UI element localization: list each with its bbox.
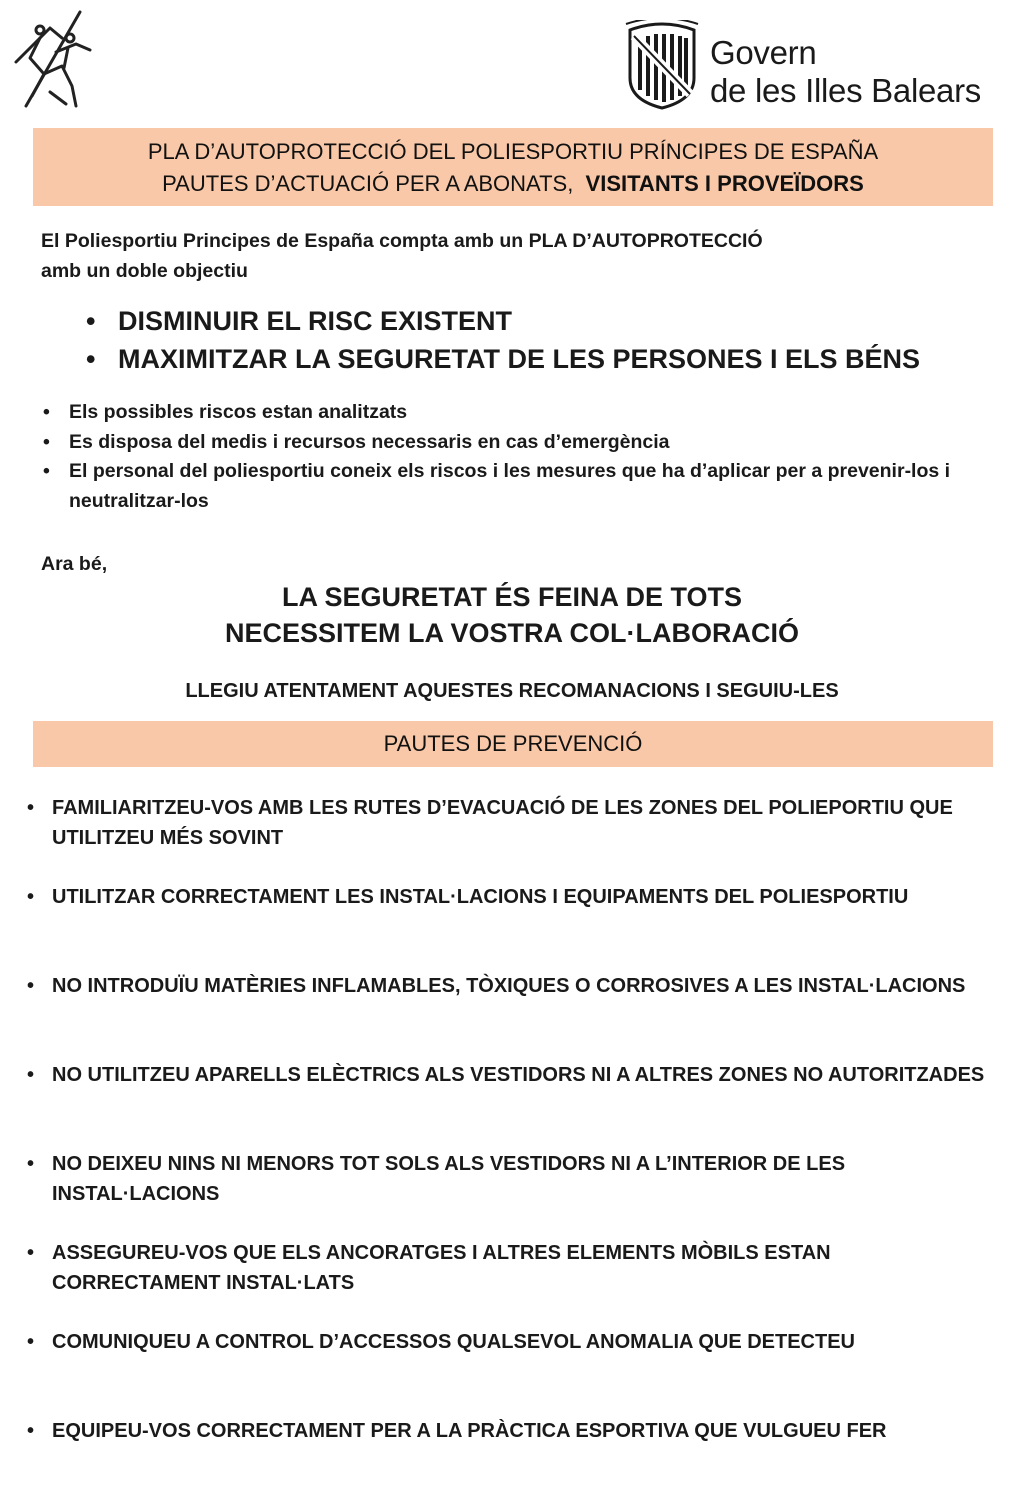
subtitle-part-b: VISITANTS I PROVEÏDORS	[585, 171, 864, 196]
govern-logo	[624, 20, 1004, 110]
balearic-shield-icon	[624, 20, 700, 110]
fact-item: • Es disposa del medis i recursos necessaris en cas d’emergència	[41, 428, 991, 458]
read-note: LLEGIU ATENTAMENT AQUESTES RECOMANACIONS I SEGUIU-LES	[185, 680, 839, 702]
sports-figures-icon	[10, 8, 96, 112]
headline-line-1: LA SEGURETAT ÉS FEINA DE TOTS	[281, 582, 743, 612]
fact-item: • Els possibles riscos estan analitzats	[41, 398, 991, 428]
intro-line-2: amb un doble objectiu	[41, 260, 248, 282]
intro-line-1: El Poliesportiu Principes de España compta amb un PLA D’AUTOPROTECCIÓ	[41, 230, 763, 252]
prevention-item: • NO INTRODUÏU MATÈRIES INFLAMABLES, TÒXIQUES O CORROSIVES A LES INSTAL·LACIONS	[24, 972, 999, 1061]
sports-figures-logo	[10, 8, 96, 112]
govern-line-2: de les Illes Balears	[710, 72, 981, 109]
prevention-item: • COMUNIQUEU A CONTROL D’ACCESSOS QUALSEVOL ANOMALIA QUE DETECTEU	[24, 1328, 999, 1417]
objective-item: • MAXIMITZAR LA SEGURETAT DE LES PERSONES I ELS BÉNS	[86, 340, 1021, 378]
objectives-list	[86, 302, 1021, 378]
ara-be-text: Ara bé,	[41, 553, 108, 575]
prevention-item: • NO UTILITZEU APARELLS ELÈCTRICS ALS VESTIDORS NI A ALTRES ZONES NO AUTORITZADES	[24, 1061, 999, 1150]
prevention-item: • NO DEIXEU NINS NI MENORS TOT SOLS ALS VESTIDORS NI A L’INTERIOR DE LES INSTAL·LACIONS	[24, 1150, 999, 1239]
prevention-band	[33, 721, 993, 767]
headline-line-2: NECESSITEM LA VOSTRA COL·LABORACIÓ	[224, 618, 799, 648]
prevention-item: • UTILITZAR CORRECTAMENT LES INSTAL·LACIONS I EQUIPAMENTS DEL POLIESPORTIU	[24, 883, 999, 972]
intro-paragraph	[41, 226, 1001, 286]
document-subtitle	[33, 168, 993, 200]
subtitle-part-a: PAUTES D’ACTUACIÓ PER A ABONATS,	[162, 171, 574, 196]
prevention-list	[24, 794, 999, 1506]
fact-item: • El personal del poliesportiu coneix els riscos i les mesures que ha d’aplicar per a prevenir-los i neutralitzar-los	[41, 457, 991, 516]
safety-headline	[0, 579, 1024, 651]
facts-list	[41, 398, 991, 516]
prevention-item: • FAMILIARITZEU-VOS AMB LES RUTES D’EVACUACIÓ DE LES ZONES DEL POLIEPORTIU QUE UTILITZEU MÉS SOVINT	[24, 794, 999, 883]
prevention-title: PAUTES DE PREVENCIÓ	[383, 731, 643, 756]
title-band	[33, 128, 993, 206]
prevention-item: • ASSEGUREU-VOS QUE ELS ANCORATGES I ALTRES ELEMENTS MÒBILS ESTAN CORRECTAMENT INSTAL·LATS	[24, 1239, 999, 1328]
govern-line-1: Govern	[710, 34, 817, 71]
objective-item: • DISMINUIR EL RISC EXISTENT	[86, 302, 1021, 340]
prevention-item: • EQUIPEU-VOS CORRECTAMENT PER A LA PRÀCTICA ESPORTIVA QUE VULGUEU FER	[24, 1417, 999, 1506]
document-title: PLA D’AUTOPROTECCIÓ DEL POLIESPORTIU PRÍNCIPES DE ESPAÑA	[147, 139, 879, 164]
